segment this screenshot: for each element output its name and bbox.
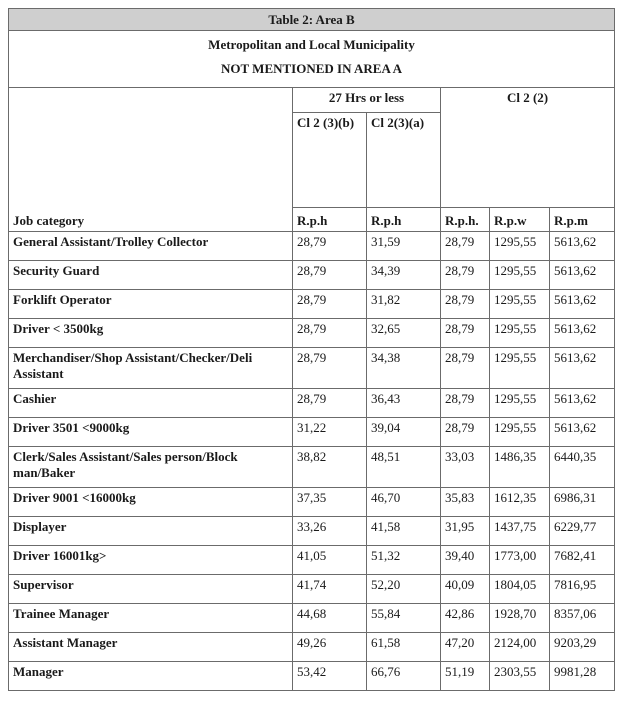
rph-cl22-cell: 51,19	[441, 662, 490, 691]
rpw-cell: 1295,55	[490, 290, 550, 319]
job-category-cell: Displayer	[9, 517, 293, 546]
table-row	[9, 604, 615, 633]
subtitle-line-2: NOT MENTIONED IN AREA A	[220, 61, 403, 76]
rph-cl22-cell: 28,79	[441, 348, 490, 389]
rph-cl23b-cell: 28,79	[293, 319, 367, 348]
rpm-cell: 5613,62	[550, 348, 615, 389]
table-row	[9, 290, 615, 319]
job-category-cell: Trainee Manager	[9, 604, 293, 633]
rpm-cell: 5613,62	[550, 290, 615, 319]
table-row	[9, 488, 615, 517]
table-row	[9, 389, 615, 418]
rph-cl23a-cell: 61,58	[367, 633, 441, 662]
rpm-cell: 5613,62	[550, 418, 615, 447]
rph-cl22-cell: 28,79	[441, 290, 490, 319]
rpw-cell: 1295,55	[490, 418, 550, 447]
table-row	[9, 633, 615, 662]
rpw-cell: 2303,55	[490, 662, 550, 691]
header-cl23a: Cl 2(3)(a)	[367, 113, 441, 208]
subtitle-line-1: Metropolitan and Local Municipality	[208, 37, 415, 52]
rph-cl22-cell: 31,95	[441, 517, 490, 546]
job-category-cell: Merchandiser/Shop Assistant/Checker/Deli Assistant	[9, 348, 293, 389]
rph-cl23a-cell: 31,82	[367, 290, 441, 319]
rph-cl23a-cell: 52,20	[367, 575, 441, 604]
rpm-cell: 5613,62	[550, 261, 615, 290]
rpm-cell: 6986,31	[550, 488, 615, 517]
rph-cl23a-cell: 34,39	[367, 261, 441, 290]
header-group-27hrs: 27 Hrs or less	[293, 88, 441, 113]
table-row	[9, 319, 615, 348]
rph-cl23b-cell: 28,79	[293, 261, 367, 290]
rph-cl22-cell: 47,20	[441, 633, 490, 662]
rph-cl22-cell: 28,79	[441, 418, 490, 447]
rpw-cell: 2124,00	[490, 633, 550, 662]
rpm-cell: 6229,77	[550, 517, 615, 546]
rpm-cell: 5613,62	[550, 389, 615, 418]
rph-cl23b-cell: 28,79	[293, 290, 367, 319]
rph-cl23a-cell: 55,84	[367, 604, 441, 633]
job-category-cell: Assistant Manager	[9, 633, 293, 662]
rpw-cell: 1437,75	[490, 517, 550, 546]
rpw-cell: 1804,05	[490, 575, 550, 604]
table-row	[9, 232, 615, 261]
rph-cl23a-cell: 39,04	[367, 418, 441, 447]
rph-cl22-cell: 28,79	[441, 261, 490, 290]
rpw-cell: 1295,55	[490, 261, 550, 290]
rph-cl23b-cell: 41,74	[293, 575, 367, 604]
rpm-cell: 9203,29	[550, 633, 615, 662]
rpm-cell: 6440,35	[550, 447, 615, 488]
rpw-cell: 1928,70	[490, 604, 550, 633]
rpm-cell: 7682,41	[550, 546, 615, 575]
rph-cl23b-cell: 28,79	[293, 232, 367, 261]
rph-cl23a-cell: 48,51	[367, 447, 441, 488]
job-category-cell: Driver 16001kg>	[9, 546, 293, 575]
document-page	[8, 8, 614, 691]
job-category-cell: Forklift Operator	[9, 290, 293, 319]
rpw-cell: 1295,55	[490, 319, 550, 348]
header-rpm: R.p.m	[550, 208, 615, 232]
rpw-cell: 1295,55	[490, 232, 550, 261]
table-title: Table 2: Area B	[9, 9, 615, 31]
rpm-cell: 7816,95	[550, 575, 615, 604]
rpw-cell: 1295,55	[490, 348, 550, 389]
job-category-cell: Driver 3501 <9000kg	[9, 418, 293, 447]
rph-cl23a-cell: 46,70	[367, 488, 441, 517]
rph-cl23b-cell: 33,26	[293, 517, 367, 546]
rph-cl23b-cell: 28,79	[293, 389, 367, 418]
rph-cl23b-cell: 28,79	[293, 348, 367, 389]
rph-cl23a-cell: 36,43	[367, 389, 441, 418]
rph-cl23b-cell: 41,05	[293, 546, 367, 575]
rpm-cell: 5613,62	[550, 319, 615, 348]
rpm-cell: 5613,62	[550, 232, 615, 261]
rph-cl22-cell: 35,83	[441, 488, 490, 517]
table-row	[9, 348, 615, 389]
header-rph-1: R.p.h	[293, 208, 367, 232]
job-category-cell: Cashier	[9, 389, 293, 418]
rph-cl22-cell: 28,79	[441, 389, 490, 418]
rph-cl22-cell: 28,79	[441, 232, 490, 261]
rph-cl23a-cell: 51,32	[367, 546, 441, 575]
header-rph-2: R.p.h	[367, 208, 441, 232]
table-row	[9, 418, 615, 447]
job-category-cell: Clerk/Sales Assistant/Sales person/Block man/Baker	[9, 447, 293, 488]
rph-cl22-cell: 33,03	[441, 447, 490, 488]
rph-cl23b-cell: 53,42	[293, 662, 367, 691]
rpm-cell: 9981,28	[550, 662, 615, 691]
table-row	[9, 575, 615, 604]
table-row	[9, 546, 615, 575]
job-category-cell: Driver < 3500kg	[9, 319, 293, 348]
job-category-cell: Supervisor	[9, 575, 293, 604]
rph-cl23a-cell: 32,65	[367, 319, 441, 348]
rph-cl23a-cell: 66,76	[367, 662, 441, 691]
rph-cl23b-cell: 38,82	[293, 447, 367, 488]
rph-cl23a-cell: 34,38	[367, 348, 441, 389]
table-row	[9, 261, 615, 290]
job-category-cell: Driver 9001 <16000kg	[9, 488, 293, 517]
rph-cl23a-cell: 41,58	[367, 517, 441, 546]
job-category-cell: Security Guard	[9, 261, 293, 290]
rph-cl23b-cell: 37,35	[293, 488, 367, 517]
rph-cl22-cell: 28,79	[441, 319, 490, 348]
rph-cl22-cell: 39,40	[441, 546, 490, 575]
job-category-cell: Manager	[9, 662, 293, 691]
header-rpw: R.p.w	[490, 208, 550, 232]
rpw-cell: 1295,55	[490, 389, 550, 418]
table-row	[9, 447, 615, 488]
header-group-cl22: Cl 2 (2)	[441, 88, 615, 208]
header-job-category: Job category	[9, 88, 293, 232]
rph-cl23b-cell: 44,68	[293, 604, 367, 633]
rph-cl23b-cell: 49,26	[293, 633, 367, 662]
rpw-cell: 1486,35	[490, 447, 550, 488]
rpw-cell: 1773,00	[490, 546, 550, 575]
rph-cl23b-cell: 31,22	[293, 418, 367, 447]
rph-cl23a-cell: 31,59	[367, 232, 441, 261]
table-subtitle	[9, 31, 615, 88]
rph-cl22-cell: 42,86	[441, 604, 490, 633]
table-row	[9, 662, 615, 691]
job-category-cell: General Assistant/Trolley Collector	[9, 232, 293, 261]
header-cl23b: Cl 2 (3)(b)	[293, 113, 367, 208]
table-row	[9, 517, 615, 546]
rpm-cell: 8357,06	[550, 604, 615, 633]
wage-table	[8, 8, 615, 691]
rph-cl22-cell: 40,09	[441, 575, 490, 604]
rpw-cell: 1612,35	[490, 488, 550, 517]
header-rph-3: R.p.h.	[441, 208, 490, 232]
